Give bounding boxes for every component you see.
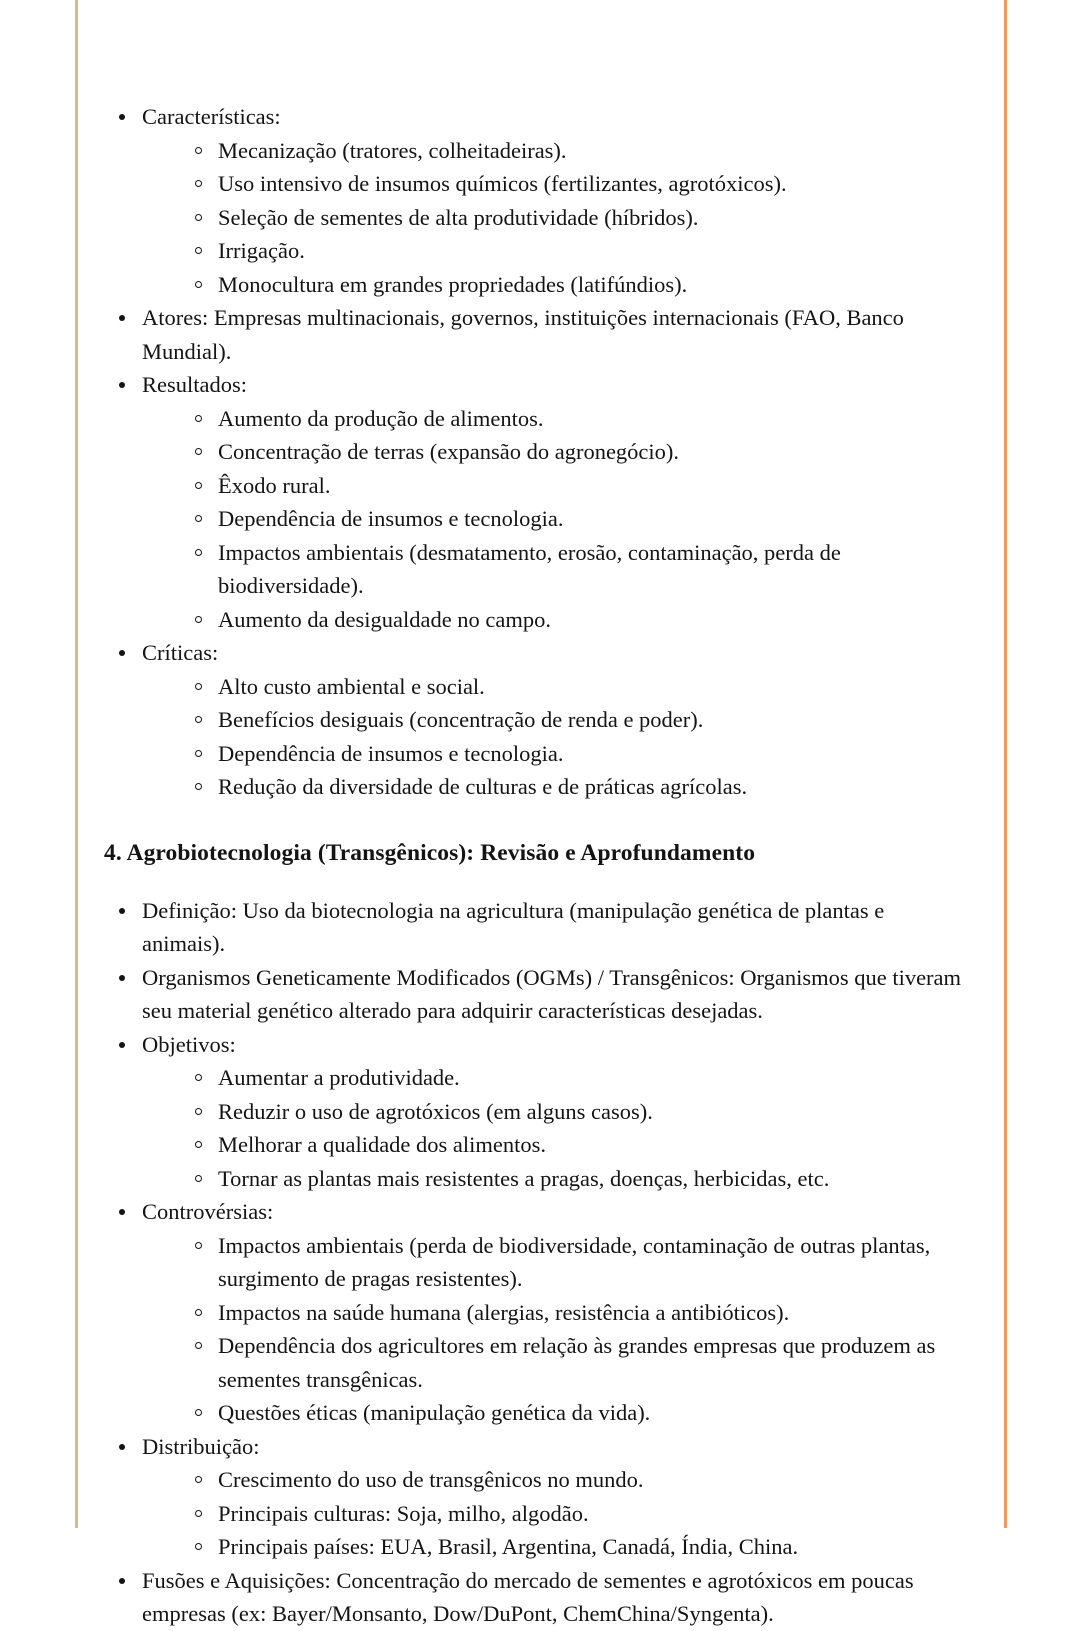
bullet-circle-icon bbox=[195, 482, 202, 489]
bullet-circle-icon bbox=[195, 1543, 202, 1550]
list-item bbox=[180, 703, 969, 737]
list-item bbox=[180, 1296, 969, 1330]
bullet-circle-icon bbox=[195, 1141, 202, 1148]
bullet-circle-icon bbox=[195, 1108, 202, 1115]
list-item-text: Atores: Empresas multinacionais, governos, instituições internacionais (FAO, Banco Mundial). bbox=[142, 305, 904, 364]
list-item bbox=[180, 670, 969, 704]
list-item-text: Monocultura em grandes propriedades (latifúndios). bbox=[218, 271, 688, 297]
list-item-text: Organismos Geneticamente Modificados (OGMs) / Transgênicos: Organismos que tiveram seu material genético alterado para adquirir características desejadas. bbox=[142, 964, 962, 1023]
list-item bbox=[104, 100, 969, 301]
list-item bbox=[104, 636, 969, 804]
left-margin-rule bbox=[75, 0, 78, 1528]
list-item bbox=[180, 234, 969, 268]
list-item-text: Aumento da produção de alimentos. bbox=[218, 405, 544, 431]
list-item bbox=[104, 301, 969, 368]
bullet-circle-icon bbox=[195, 716, 202, 723]
list-item-text: Uso intensivo de insumos químicos (fertilizantes, agrotóxicos). bbox=[218, 171, 787, 196]
list-item-text: Dependência de insumos e tecnologia. bbox=[218, 740, 564, 766]
bullet-circle-icon bbox=[195, 281, 202, 288]
list-item-text: Aumentar a produtividade. bbox=[218, 1065, 460, 1090]
list-item bbox=[180, 435, 969, 469]
list-item-text: Redução da diversidade de culturas e de práticas agrícolas. bbox=[218, 774, 748, 799]
list-item-text: Principais países: EUA, Brasil, Argentina, Canadá, Índia, China. bbox=[218, 1534, 799, 1559]
bullet-circle-icon bbox=[195, 683, 202, 690]
bullet-disc-icon bbox=[119, 1209, 125, 1215]
list-item-text: Críticas: bbox=[142, 640, 219, 665]
list-item bbox=[180, 469, 969, 503]
list-item bbox=[180, 1497, 969, 1531]
list-item bbox=[180, 1229, 969, 1296]
list-item bbox=[180, 603, 969, 637]
list-item-text: Fusões e Aquisições: Concentração do mercado de sementes e agrotóxicos em poucas empresas (ex: Bayer/Monsanto, Dow/DuPont, ChemChina/Syngenta). bbox=[142, 1567, 914, 1626]
bullet-disc-icon bbox=[119, 382, 125, 388]
bullet-circle-icon bbox=[195, 1510, 202, 1517]
bullet-disc-icon bbox=[119, 1042, 125, 1048]
section-heading: 4. Agrobiotecnologia (Transgênicos): Revisão e Aprofundamento bbox=[104, 839, 756, 866]
list-item bbox=[180, 1162, 969, 1196]
sub-list bbox=[142, 670, 969, 804]
list-item-text: Controvérsias: bbox=[142, 1199, 274, 1224]
list-item-text: Impactos na saúde humana (alergias, resistência a antibióticos). bbox=[218, 1299, 790, 1325]
list-item bbox=[180, 1530, 969, 1564]
list-item-text: Concentração de terras (expansão do agronegócio). bbox=[218, 439, 680, 464]
list-item-text: Reduzir o uso de agrotóxicos (em alguns casos). bbox=[218, 1098, 653, 1124]
list-item-text: Êxodo rural. bbox=[218, 472, 331, 498]
bullet-list-section-3 bbox=[104, 100, 969, 804]
list-item-text: Impactos ambientais (desmatamento, erosão, contaminação, perda de biodiversidade). bbox=[218, 539, 841, 598]
list-item-text: Definição: Uso da biotecnologia na agricultura (manipulação genética de plantas e animais). bbox=[142, 897, 885, 956]
list-item bbox=[180, 502, 969, 536]
list-item-text: Aumento da desigualdade no campo. bbox=[218, 606, 552, 632]
bullet-circle-icon bbox=[195, 1409, 202, 1416]
list-item bbox=[180, 134, 969, 168]
list-item bbox=[180, 1463, 969, 1497]
list-item-text: Resultados: bbox=[142, 372, 247, 397]
list-item bbox=[104, 1564, 969, 1631]
list-item-text: Dependência de insumos e tecnologia. bbox=[218, 506, 564, 531]
list-item bbox=[104, 961, 969, 1028]
list-item-text: Características: bbox=[142, 104, 281, 129]
sub-list bbox=[142, 1463, 969, 1564]
list-item bbox=[104, 894, 969, 961]
sub-list bbox=[142, 1229, 969, 1430]
list-item-text: Irrigação. bbox=[218, 238, 305, 263]
bullet-disc-icon bbox=[119, 315, 125, 321]
list-item-text: Benefícios desiguais (concentração de renda e poder). bbox=[218, 707, 704, 732]
bullet-circle-icon bbox=[195, 750, 202, 757]
bullet-circle-icon bbox=[195, 147, 202, 154]
bullet-circle-icon bbox=[195, 180, 202, 187]
sub-list bbox=[142, 402, 969, 637]
bullet-disc-icon bbox=[119, 1578, 125, 1584]
bullet-circle-icon bbox=[195, 415, 202, 422]
document-content bbox=[104, 100, 969, 1631]
list-item bbox=[180, 268, 969, 302]
list-item bbox=[180, 1329, 969, 1396]
list-item bbox=[180, 201, 969, 235]
list-item-text: Questões éticas (manipulação genética da vida). bbox=[218, 1400, 651, 1425]
bullet-circle-icon bbox=[195, 1476, 202, 1483]
list-item bbox=[104, 368, 969, 636]
list-item-text: Impactos ambientais (perda de biodiversidade, contaminação de outras plantas, surgimento de pragas resistentes). bbox=[218, 1232, 931, 1291]
list-item bbox=[180, 1061, 969, 1095]
list-item bbox=[104, 1028, 969, 1196]
bullet-circle-icon bbox=[195, 448, 202, 455]
list-item bbox=[180, 1396, 969, 1430]
list-item-text: Melhorar a qualidade dos alimentos. bbox=[218, 1132, 547, 1157]
bullet-circle-icon bbox=[195, 549, 202, 556]
bullet-circle-icon bbox=[195, 1309, 202, 1316]
bullet-circle-icon bbox=[195, 1342, 202, 1349]
right-margin-rule bbox=[1004, 0, 1007, 1528]
bullet-circle-icon bbox=[195, 1242, 202, 1249]
bullet-circle-icon bbox=[195, 247, 202, 254]
sub-list bbox=[142, 134, 969, 302]
list-item bbox=[180, 167, 969, 201]
list-item bbox=[104, 1195, 969, 1430]
list-item-text: Mecanização (tratores, colheitadeiras). bbox=[218, 137, 567, 163]
list-item bbox=[180, 1095, 969, 1129]
bullet-circle-icon bbox=[195, 783, 202, 790]
sub-list bbox=[142, 1061, 969, 1195]
list-item-text: Alto custo ambiental e social. bbox=[218, 673, 485, 699]
bullet-disc-icon bbox=[119, 650, 125, 656]
bullet-disc-icon bbox=[119, 975, 125, 981]
bullet-disc-icon bbox=[119, 908, 125, 914]
bullet-circle-icon bbox=[195, 616, 202, 623]
list-item bbox=[104, 1430, 969, 1564]
bullet-circle-icon bbox=[195, 1074, 202, 1081]
list-item-text: Distribuição: bbox=[142, 1433, 260, 1459]
list-item-text: Tornar as plantas mais resistentes a pragas, doenças, herbicidas, etc. bbox=[218, 1165, 830, 1191]
bullet-disc-icon bbox=[119, 1444, 125, 1450]
list-item-text: Principais culturas: Soja, milho, algodão. bbox=[218, 1500, 589, 1526]
list-item bbox=[180, 402, 969, 436]
list-item-text: Objetivos: bbox=[142, 1031, 236, 1057]
list-item bbox=[180, 1128, 969, 1162]
list-item-text: Dependência dos agricultores em relação às grandes empresas que produzem as sementes transgênicas. bbox=[218, 1333, 936, 1392]
list-item bbox=[180, 770, 969, 804]
list-item-text: Seleção de sementes de alta produtividade (híbridos). bbox=[218, 204, 699, 230]
bullet-disc-icon bbox=[119, 114, 125, 120]
bullet-circle-icon bbox=[195, 214, 202, 221]
bullet-circle-icon bbox=[195, 515, 202, 522]
bullet-list-section-4 bbox=[104, 894, 969, 1631]
list-item bbox=[180, 536, 969, 603]
bullet-circle-icon bbox=[195, 1175, 202, 1182]
list-item bbox=[180, 737, 969, 771]
list-item-text: Crescimento do uso de transgênicos no mundo. bbox=[218, 1467, 644, 1492]
